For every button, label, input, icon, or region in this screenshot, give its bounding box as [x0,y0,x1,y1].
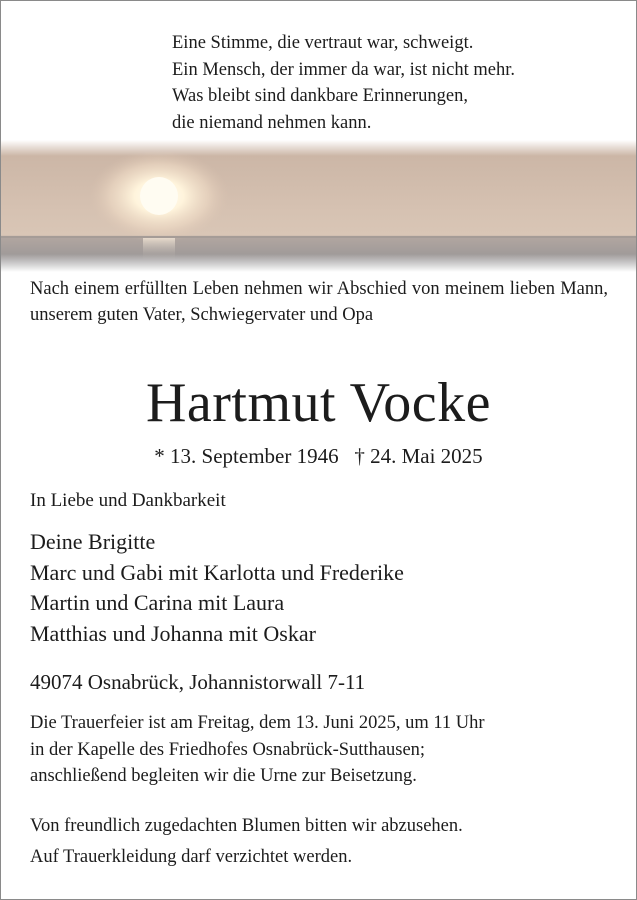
family-member: Deine Brigitte [30,529,156,554]
poem-line: Was bleibt sind dankbare Erinnerungen, [172,86,468,106]
closing-notes [30,811,463,873]
poem-line: Eine Stimme, die vertraut war, schweigt. [172,33,474,53]
sunset-image [1,140,636,272]
life-dates: * 13. September 1946 † 24. Mai 2025 [154,444,483,468]
love-line: In Liebe und Dankbarkeit [30,490,226,511]
ceremony-line: anschließend begleiten wir die Urne zur Beisetzung. [30,766,417,786]
poem-line: die niemand nehmen kann. [172,112,372,133]
family-member: Matthias und Johanna mit Oskar [30,620,316,646]
ceremony-line: in der Kapelle des Friedhofes Osnabrück-Sutthausen; [30,739,426,760]
ceremony-info [30,710,485,790]
poem [172,30,515,136]
family-member: Marc und Gabi mit Karlotta und Frederike [30,559,404,585]
poem-line: Ein Mensch, der immer da war, ist nicht mehr. [172,59,515,80]
family-list [30,527,404,649]
closing-line: Auf Trauerkleidung darf verzichtet werden. [30,847,353,867]
address: 49074 Osnabrück, Johannistorwall 7-11 [30,670,366,694]
sunset-photo [1,140,636,272]
family-member: Martin und Carina mit Laura [30,590,285,615]
intro-text: Nach einem erfüllten Leben nehmen wir Abschied von meinem lieben Mann, unserem guten Vater, Schwiegervater und Opa [30,279,608,325]
deceased-name: Hartmut Vocke [145,372,492,434]
ceremony-line: Die Trauerfeier ist am Freitag, dem 13. Juni 2025, um 11 Uhr [30,713,485,733]
closing-line: Von freundlich zugedachten Blumen bitten wir abzusehen. [30,816,463,836]
